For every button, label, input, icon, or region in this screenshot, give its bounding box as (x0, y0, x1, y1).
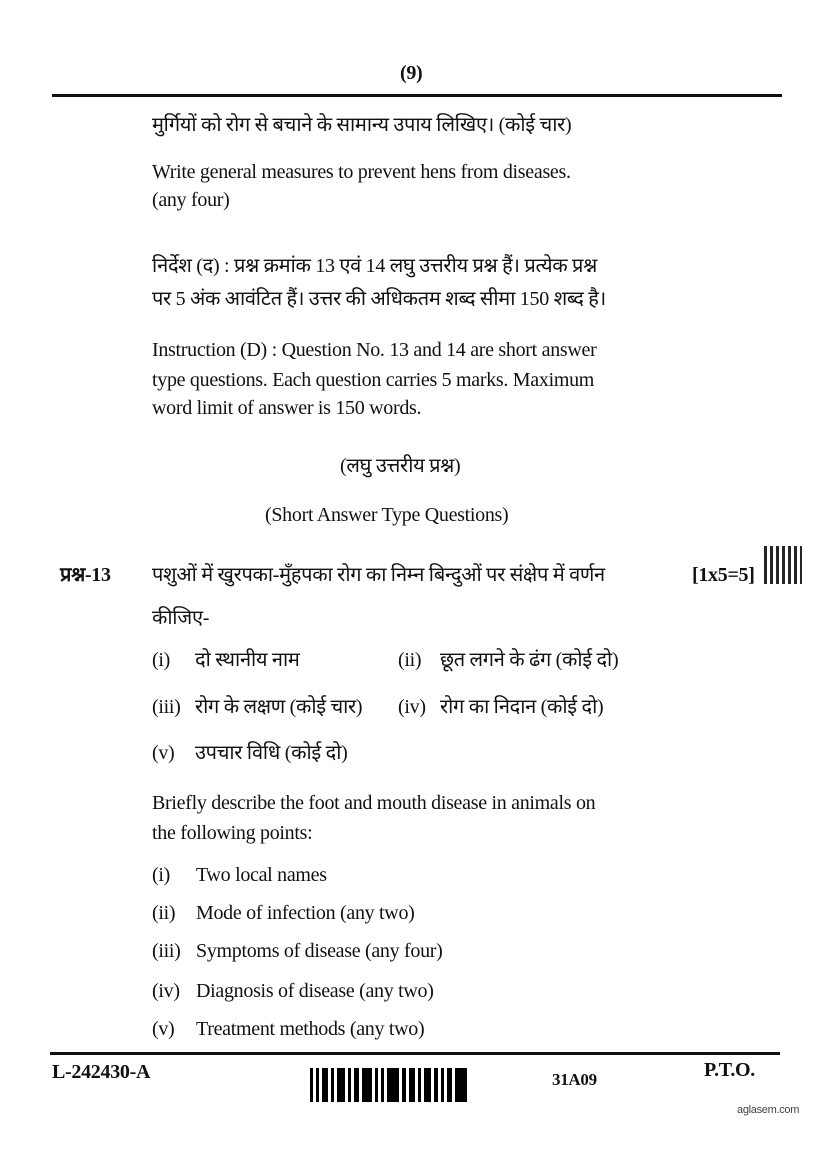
instruction-hindi-2: पर 5 अंक आवंटित हैं। उत्तर की अधिकतम शब्द सीमा 150 शब्द है। (152, 288, 606, 310)
watermark: aglasem.com (737, 1104, 800, 1116)
q13-english-1: Briefly describe the foot and mouth disease in animals on (152, 792, 596, 814)
hindi-point-text: छूत लगने के ढंग (कोई दो) (440, 649, 619, 671)
english-point-num: (ii) (152, 902, 176, 924)
hindi-point-num: (iv) (398, 696, 426, 718)
q13-english-2: the following points: (152, 822, 313, 844)
instruction-english-2: type questions. Each question carries 5 marks. Maximum (152, 369, 595, 391)
english-point-num: (i) (152, 864, 170, 886)
instruction-hindi-1: निर्देश (द) : प्रश्न क्रमांक 13 एवं 14 लघु उत्तरीय प्रश्न हैं। प्रत्येक प्रश्न (152, 255, 597, 277)
english-point-text: Two local names (196, 864, 327, 886)
section-hindi: (लघु उत्तरीय प्रश्न) (340, 455, 461, 477)
page-number: (9) (400, 62, 423, 84)
english-point-text: Symptoms of disease (any four) (196, 940, 443, 962)
paper-code: L-242430-A (52, 1061, 151, 1083)
top-divider (52, 94, 782, 97)
hindi-point-num: (ii) (398, 649, 422, 671)
barcode (310, 1068, 522, 1102)
pto-label: P.T.O. (704, 1059, 755, 1081)
hindi-point-text: रोग का निदान (कोई दो) (440, 696, 604, 718)
q13-marks: [1x5=5] (692, 564, 755, 586)
bottom-divider (50, 1052, 780, 1055)
q12-english-1: Write general measures to prevent hens from diseases. (152, 161, 571, 183)
english-point-num: (iv) (152, 980, 180, 1002)
instruction-english-1: Instruction (D) : Question No. 13 and 14 are short answer (152, 339, 597, 361)
barcode-text: 31A09 (552, 1070, 597, 1089)
hindi-point-num: (iii) (152, 696, 181, 718)
hindi-point-text: रोग के लक्षण (कोई चार) (195, 696, 363, 718)
english-point-num: (iii) (152, 940, 181, 962)
hindi-point-num: (v) (152, 742, 175, 764)
hindi-point-text: दो स्थानीय नाम (195, 649, 300, 671)
section-english: (Short Answer Type Questions) (265, 504, 509, 526)
instruction-english-3: word limit of answer is 150 words. (152, 397, 422, 419)
english-point-text: Treatment methods (any two) (196, 1018, 425, 1040)
hindi-point-text: उपचार विधि (कोई दो) (195, 742, 348, 764)
q12-english-2: (any four) (152, 189, 230, 211)
english-point-num: (v) (152, 1018, 175, 1040)
q13-hindi-2: कीजिए- (152, 607, 210, 629)
q13-label: प्रश्न-13 (60, 564, 111, 586)
english-point-text: Diagnosis of disease (any two) (196, 980, 434, 1002)
q12-hindi: मुर्गियों को रोग से बचाने के सामान्य उपाय लिखिए। (कोई चार) (152, 114, 572, 136)
hindi-point-num: (i) (152, 649, 170, 671)
qr-code (764, 546, 802, 584)
q13-hindi-1: पशुओं में खुरपका-मुँहपका रोग का निम्न बिन्दुओं पर संक्षेप में वर्णन (152, 564, 605, 586)
english-point-text: Mode of infection (any two) (196, 902, 415, 924)
